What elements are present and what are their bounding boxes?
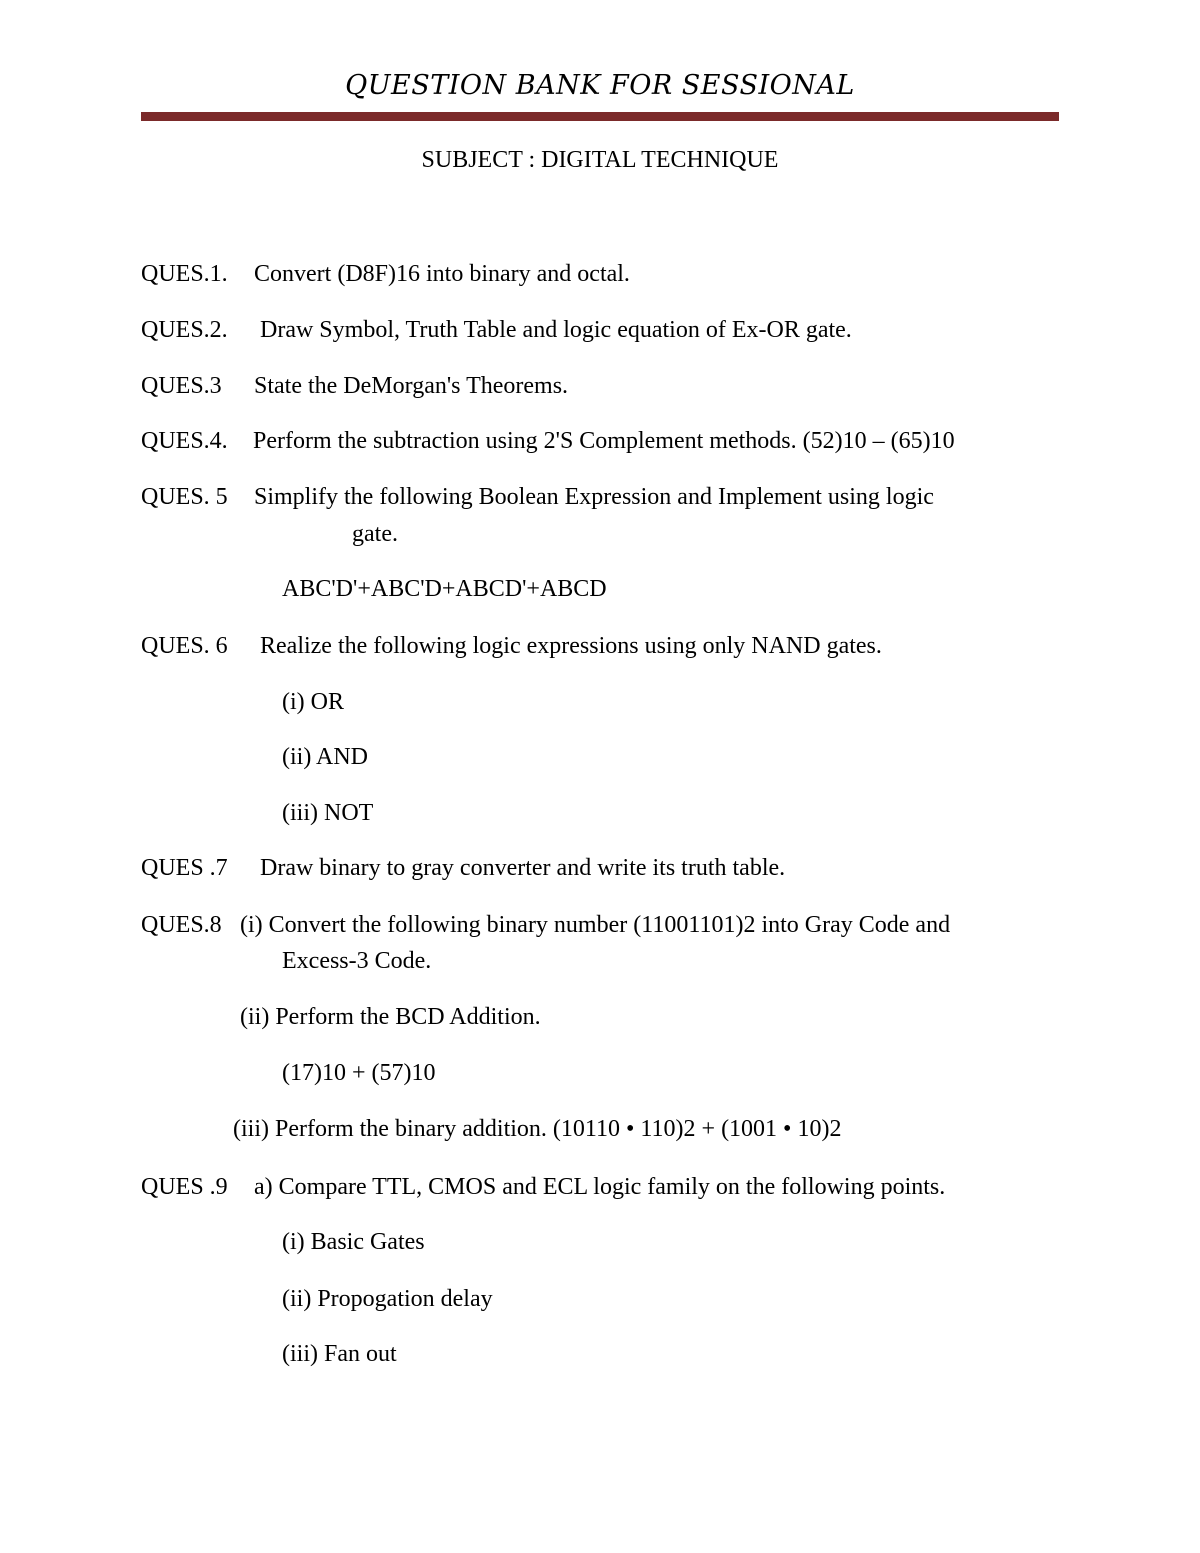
question-5-label: QUES. 5 xyxy=(141,484,228,510)
header-rule xyxy=(141,112,1059,121)
question-5-text: Simplify the following Boolean Expression and Implement using logic xyxy=(254,484,934,510)
question-8-part-2-expr: (17)10 + (57)10 xyxy=(282,1060,436,1086)
question-5-expression: ABC'D'+ABC'D+ABCD'+ABCD xyxy=(282,576,607,602)
question-3-text: State the DeMorgan's Theorems. xyxy=(254,373,569,399)
question-8-part-1: (i) Convert the following binary number (11001101)2 into Gray Code and xyxy=(240,912,951,938)
question-4-text: Perform the subtraction using 2'S Complement methods. (52)10 – (65)10 xyxy=(253,428,955,454)
question-8-part-1-cont: Excess-3 Code. xyxy=(282,948,432,974)
question-8-part-3: (iii) Perform the binary addition. (10110 • 110)2 + (1001 • 10)2 xyxy=(233,1116,842,1142)
question-2-text: Draw Symbol, Truth Table and logic equation of Ex-OR gate. xyxy=(260,317,852,343)
question-1 xyxy=(141,259,228,289)
question-4-label: QUES.4. xyxy=(141,428,228,454)
question-label: QUES.1. xyxy=(141,261,228,287)
question-9-text: a) Compare TTL, CMOS and ECL logic family on the following points. xyxy=(254,1174,946,1200)
subject-heading: SUBJECT : DIGITAL TECHNIQUE xyxy=(421,147,779,173)
question-9-item: (i) Basic Gates xyxy=(282,1229,425,1255)
question-2-label: QUES.2. xyxy=(141,317,228,343)
question-6-item: (i) OR xyxy=(282,689,344,715)
question-9-item: (ii) Propogation delay xyxy=(282,1286,493,1312)
question-6-text: Realize the following logic expressions using only NAND gates. xyxy=(260,633,882,659)
question-9-item: (iii) Fan out xyxy=(282,1341,397,1367)
question-5-text-cont: gate. xyxy=(352,521,398,547)
question-8-label: QUES.8 xyxy=(141,912,222,938)
question-7-text: Draw binary to gray converter and write its truth table. xyxy=(260,855,786,881)
question-8-part-2: (ii) Perform the BCD Addition. xyxy=(240,1004,541,1030)
question-6-item: (iii) NOT xyxy=(282,800,374,826)
question-1-text: Convert (D8F)16 into binary and octal. xyxy=(254,261,630,287)
question-3-label: QUES.3 xyxy=(141,373,222,399)
question-7-label: QUES .7 xyxy=(141,855,228,881)
page-title: QUESTION BANK FOR SESSIONAL xyxy=(345,70,855,101)
question-6-item: (ii) AND xyxy=(282,744,368,770)
question-9-label: QUES .9 xyxy=(141,1174,228,1200)
question-6-label: QUES. 6 xyxy=(141,633,228,659)
